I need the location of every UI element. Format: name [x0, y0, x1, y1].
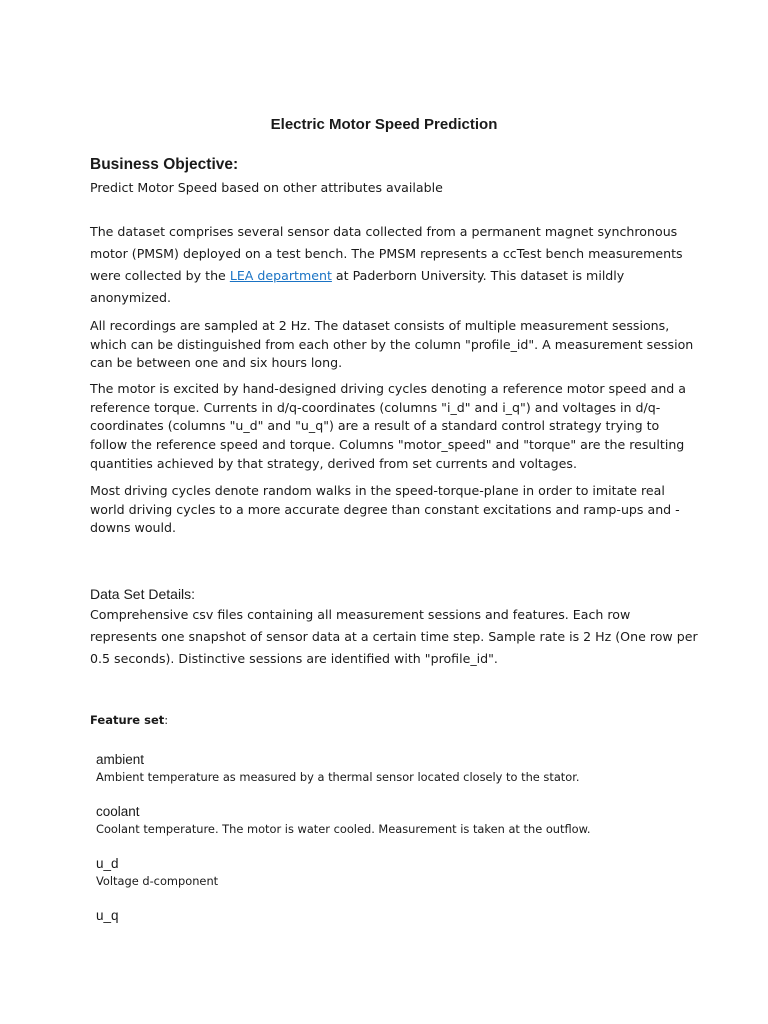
paragraph-line: can be between one and six hours long. — [90, 355, 343, 371]
feature-description: Coolant temperature. The motor is water cooled. Measurement is taken at the outflow. — [96, 822, 591, 836]
intro-text: were collected by the — [90, 268, 230, 283]
paragraph-line: reference torque. Currents in d/q-coordinates (columns "i_d" and i_q") and voltages in d/q- — [90, 399, 661, 415]
paragraph-line: quantities achieved by that strategy, derived from set currents and voltages. — [90, 455, 577, 471]
paragraph-line: Comprehensive csv files containing all measurement sessions and features. Each row — [90, 607, 631, 622]
feature-name: u_d — [96, 856, 119, 871]
business-objective-heading: Business Objective: — [90, 156, 239, 173]
dataset-details-heading: Data Set Details: — [90, 586, 196, 602]
paragraph-line: represents one snapshot of sensor data at a certain time step. Sample rate is 2 Hz (One row per — [90, 629, 698, 644]
feature-description: Voltage d-component — [96, 874, 219, 888]
paragraph-line: world driving cycles to a more accurate degree than constant excitations and ramp-ups and - — [90, 501, 680, 517]
intro-line — [90, 265, 684, 287]
paragraph-line: All recordings are sampled at 2 Hz. The dataset consists of multiple measurement sessions, — [90, 318, 670, 333]
lea-department-link[interactable]: LEA department — [229, 268, 332, 283]
business-objective-text: Predict Motor Speed based on other attributes available — [90, 180, 443, 195]
feature-set-label: Feature set — [90, 713, 165, 727]
feature-name: coolant — [96, 804, 140, 819]
feature-name: u_q — [96, 908, 119, 923]
paragraph-line: 0.5 seconds). Distinctive sessions are identified with "profile_id". — [90, 651, 498, 666]
paragraph-line: The motor is excited by hand-designed driving cycles denoting a reference motor speed and a — [90, 381, 687, 396]
intro-text: at Paderborn University. This dataset is mildly — [331, 268, 625, 283]
paragraph-line: Most driving cycles denote random walks in the speed-torque-plane in order to imitate real — [90, 483, 665, 498]
feature-name: ambient — [96, 752, 145, 767]
feature-set-heading — [90, 713, 168, 727]
document-title: Electric Motor Speed Prediction — [270, 116, 498, 133]
intro-line: anonymized. — [90, 290, 171, 305]
feature-set-colon: : — [164, 713, 169, 727]
paragraph-line: which can be distinguished from each other by the column "profile_id". A measurement session — [90, 336, 694, 352]
feature-description: Ambient temperature as measured by a thermal sensor located closely to the stator. — [96, 770, 580, 784]
excitation-paragraph — [90, 380, 687, 474]
driving-cycles-paragraph — [90, 482, 684, 538]
paragraph-line: follow the reference speed and torque. Columns "motor_speed" and "torque" are the resulting — [90, 437, 685, 453]
paragraph-line: coordinates (columns "u_d" and "u_q") are a result of a standard control strategy trying to — [90, 418, 660, 434]
paragraph-line: downs would. — [90, 520, 177, 536]
intro-line: motor (PMSM) deployed on a test bench. The PMSM represents a ccTest bench measurements — [90, 246, 683, 261]
recordings-paragraph — [90, 317, 694, 373]
intro-line: The dataset comprises several sensor data collected from a permanent magnet synchronous — [90, 224, 678, 239]
dataset-details-paragraph — [90, 604, 698, 670]
intro-paragraph — [90, 221, 684, 309]
